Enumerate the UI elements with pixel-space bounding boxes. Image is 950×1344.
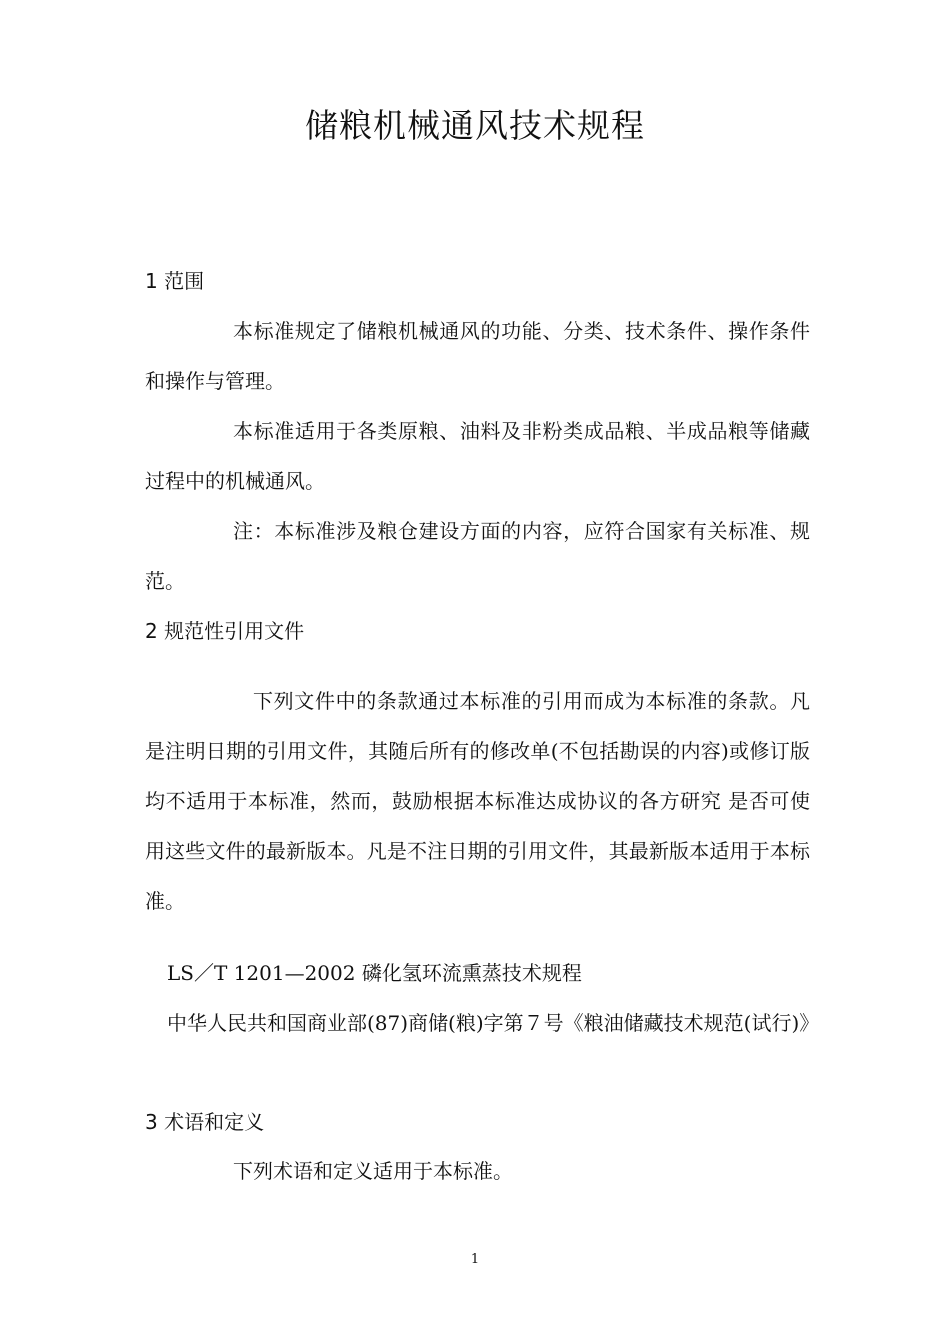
- section-2-paragraph-1: 下列文件中的条款通过本标准的引用而成为本标准的条款。凡是注明日期的引用文件，其随后所有的修改单(不包括勘误的内容)或修订版均不适用于本标准，然而，鼓励根据本标准达成协议的各方研究 是否可使用这些文件的最新版本。凡是不注日期的引用文件，其最新版本适用于本标准。: [145, 689, 810, 913]
- section-1-paragraph-2: 本标准适用于各类原粮、油料及非粉类成品粮、半成品粮等储藏过程中的机械通风。: [145, 419, 810, 493]
- section-1-heading: 1 范围: [145, 269, 205, 293]
- section-3-paragraph-1: 下列术语和定义适用于本标准。: [233, 1159, 513, 1183]
- section-3-heading: 3 术语和定义: [145, 1110, 265, 1134]
- section-2-heading: 2 规范性引用文件: [145, 619, 305, 643]
- section-1-note: 注：本标准涉及粮仓建设方面的内容，应符合国家有关标准、规范。: [145, 519, 810, 593]
- document-title: 储粮机械通风技术规程: [305, 106, 645, 145]
- normative-reference-2: 中华人民共和国商业部(87)商储(粮)字第７号《粮油储藏技术规范(试行)》: [167, 1011, 820, 1035]
- page-number: 1: [470, 1252, 480, 1267]
- normative-reference-1: LS／T 1201—2002 磷化氢环流熏蒸技术规程: [167, 961, 582, 985]
- section-1-paragraph-1: 本标准规定了储粮机械通风的功能、分类、技术条件、操作条件和操作与管理。: [145, 319, 810, 393]
